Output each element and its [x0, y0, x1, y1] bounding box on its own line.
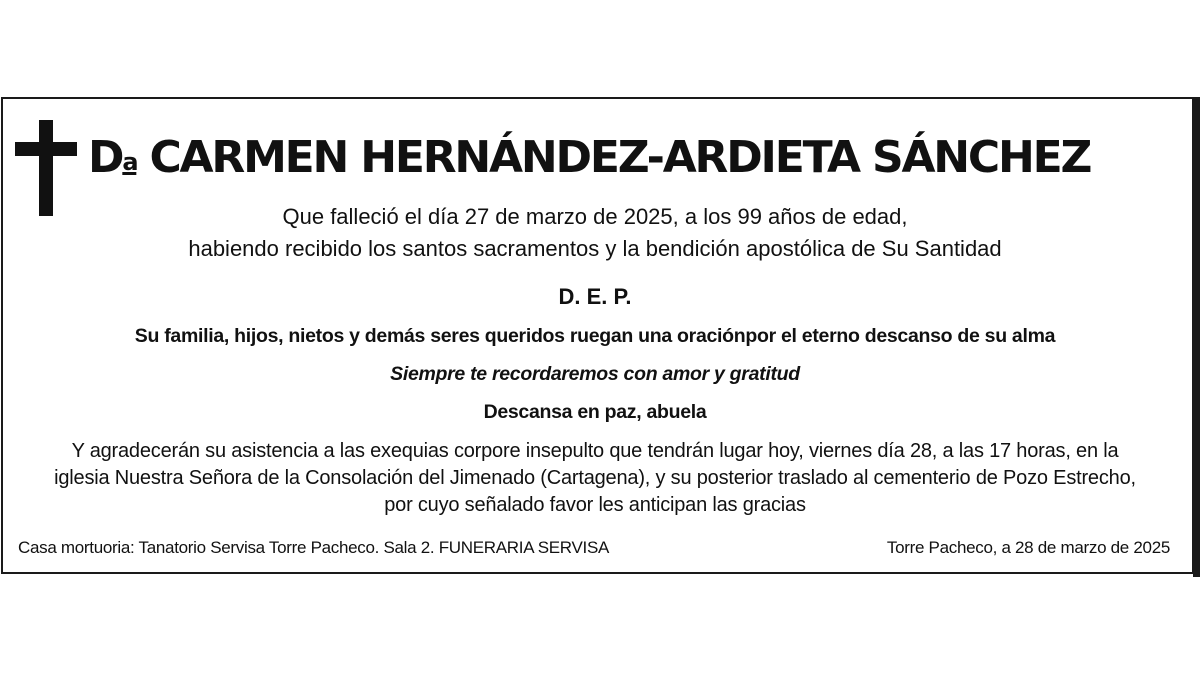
- funeral-home-info: Casa mortuoria: Tanatorio Servisa Torre Pacheco. Sala 2. FUNERARIA SERVISA: [18, 538, 610, 557]
- name-prefix-superscript: a: [122, 148, 137, 176]
- remember-line: Siempre te recordaremos con amor y gratitud: [390, 363, 800, 385]
- dep-heading: D. E. P.: [558, 284, 632, 309]
- service-line-3: por cuyo señalado favor les anticipan las gracias: [384, 494, 806, 516]
- name-text: CARMEN HERNÁNDEZ-ARDIETA SÁNCHEZ: [149, 132, 1091, 183]
- service-line-1: Y agradecerán su asistencia a las exequias corpore insepulto que tendrán lugar hoy, viernes día 28, a las 17 horas, en la: [71, 440, 1119, 462]
- cross-vertical-beam: [39, 120, 53, 216]
- name-prefix: D: [88, 132, 123, 183]
- cross-icon: [15, 120, 77, 216]
- cross-horizontal-beam: [15, 142, 77, 156]
- deceased-name: [88, 128, 1178, 188]
- place-date: Torre Pacheco, a 28 de marzo de 2025: [886, 538, 1170, 557]
- farewell-line: Descansa en paz, abuela: [483, 401, 707, 423]
- death-line: Que falleció el día 27 de marzo de 2025, a los 99 años de edad,: [282, 204, 908, 229]
- family-line: Su familia, hijos, nietos y demás seres queridos ruegan una oraciónpor el eterno descanso de su alma: [134, 325, 1056, 347]
- service-line-2: iglesia Nuestra Señora de la Consolación del Jimenado (Cartagena), y su posterior traslado al cementerio de Pozo Estrecho,: [54, 467, 1136, 489]
- frame-shadow-bar: [1193, 97, 1200, 577]
- sacraments-line: habiendo recibido los santos sacramentos y la bendición apostólica de Su Santidad: [188, 236, 1002, 261]
